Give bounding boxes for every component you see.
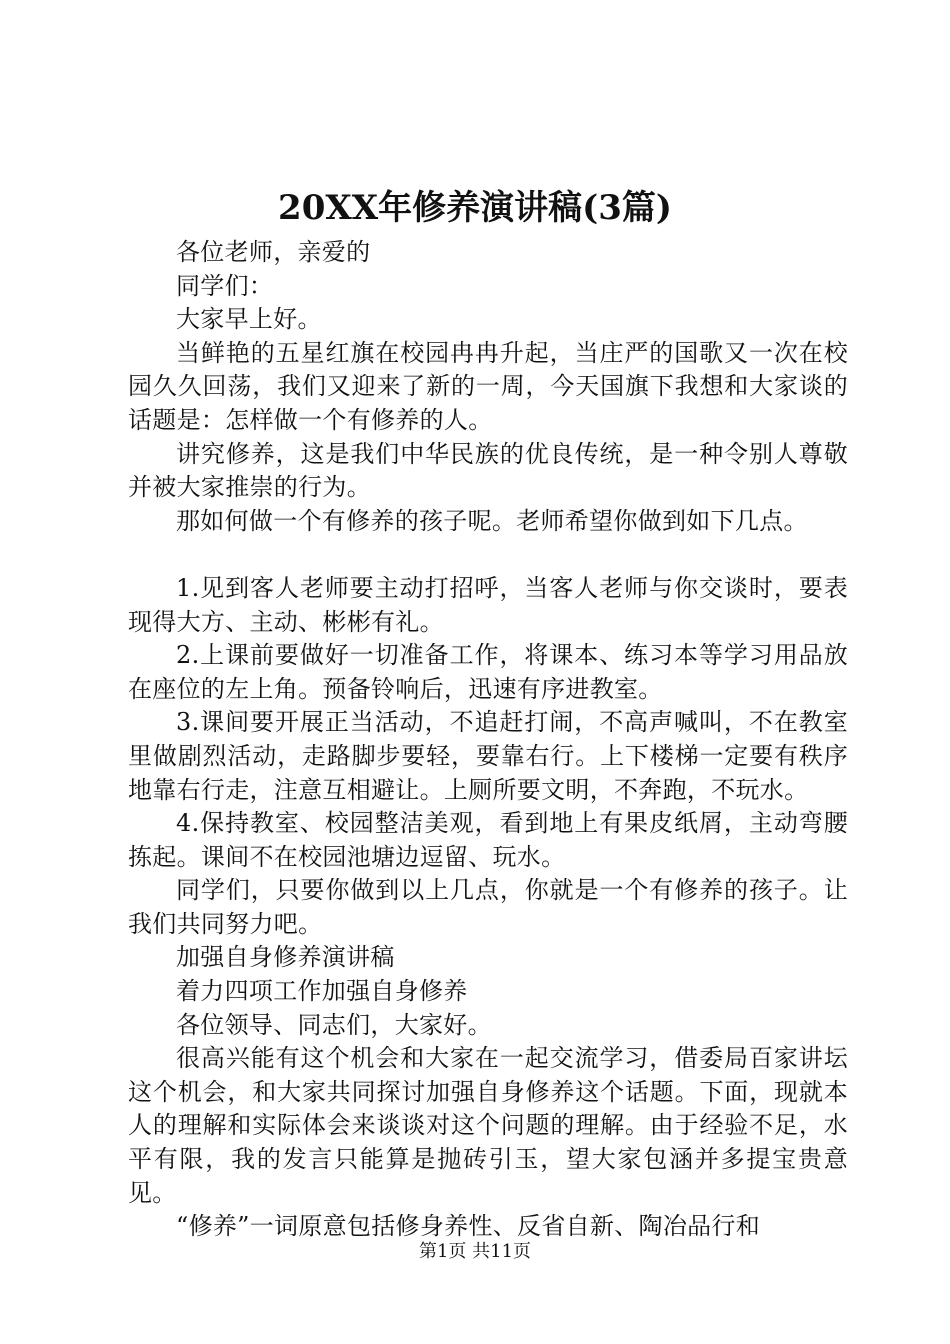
list-paragraph: 4.保持教室、校园整洁美观，看到地上有果皮纸屑，主动弯腰拣起。课间不在校园池塘边逗留、玩水。 [128, 809, 848, 871]
paragraph: 同学们，只要你做到以上几点，你就是一个有修养的孩子。让我们共同努力吧。 [128, 876, 848, 938]
document-title: 20XX年修养演讲稿(3篇) [278, 188, 672, 228]
document-body [128, 236, 848, 1244]
paragraph: 很高兴能有这个机会和大家在一起交流学习，借委局百家讲坛这个机会，和大家共同探讨加强自身修养这个话题。下面，现就本人的理解和实际体会来谈谈对这个问题的理解。由于经验不足，水平有限，我的发言只能算是抛砖引玉，望大家包涵并多提宝贵意见。 [128, 1044, 848, 1207]
paragraph: 讲究修养，这是我们中华民族的优良传统，是一种令别人尊敬并被大家推崇的行为。 [128, 439, 848, 502]
page-number-footer: 第1页 共11页 [418, 1241, 532, 1262]
paragraph: “修养”一词原意包括修身养性、反省自新、陶冶品行和 [176, 1212, 761, 1241]
list-paragraph: 3.课间要开展正当活动，不追赶打闹，不高声喊叫，不在教室里做剧烈活动，走路脚步要轻，要靠右行。上下楼梯一定要有秩序地靠右行走，注意互相避让。上厕所要文明，不奔跑，不玩水。 [128, 708, 848, 804]
paragraph: 各位老师，亲爱的 [176, 238, 371, 266]
section-subheading: 着力四项工作加强自身修养 [176, 977, 468, 1006]
paragraph: 那如何做一个有修养的孩子呢。老师希望你做到如下几点。 [176, 506, 808, 535]
paragraph: 当鲜艳的五星红旗在校园冉冉升起，当庄严的国歌又一次在校园久久回荡，我们又迎来了新的一周，今天国旗下我想和大家谈的话题是：怎样做一个有修养的人。 [128, 338, 848, 434]
paragraph: 大家早上好。 [176, 305, 322, 334]
paragraph: 各位领导、同志们，大家好。 [176, 1010, 492, 1039]
paragraph: 同学们： [176, 271, 274, 300]
list-paragraph: 2.上课前要做好一切准备工作，将课本、练习本等学习用品放在座位的左上角。预备铃响后，迅速有序进教室。 [128, 641, 848, 703]
list-paragraph: 1.见到客人老师要主动打招呼，当客人老师与你交谈时，要表现得大方、主动、彬彬有礼。 [128, 573, 848, 636]
section-heading: 加强自身修养演讲稿 [176, 943, 395, 972]
blank-line [128, 538, 848, 572]
